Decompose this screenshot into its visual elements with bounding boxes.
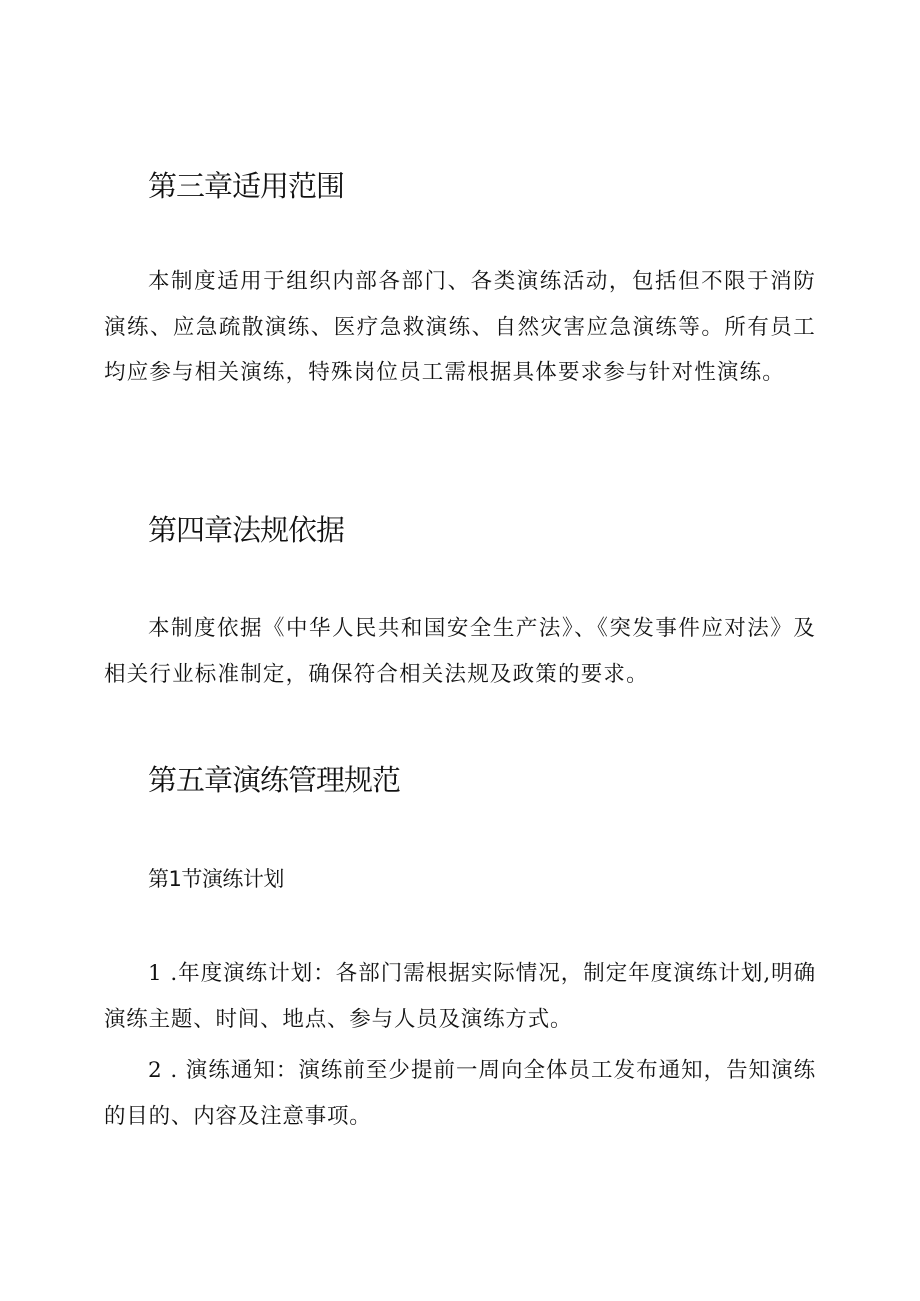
list-item-annual-plan: 1 .年度演练计划：各部门需根据实际情况，制定年度演练计划,明确演练主题、时间、地点、参与人员及演练方式。 xyxy=(104,961,816,1032)
chapter-3-body: 本制度适用于组织内部各部门、各类演练活动，包括但不限于消防演练、应急疏散演练、医疗急救演练、自然灾害应急演练等。所有员工均应参与相关演练，特殊岗位员工需根据具体要求参与针对性演练。 xyxy=(104,269,816,386)
section-1-title: 第1节演练计划 xyxy=(148,867,284,891)
chapter-4-body: 本制度依据《中华人民共和国安全生产法》、《突发事件应对法》及相关行业标准制定，确保符合相关法规及政策的要求。 xyxy=(104,616,816,687)
chapter-3-title: 第三章适用范围 xyxy=(148,169,345,203)
chapter-4-title: 第四章法规依据 xyxy=(148,513,345,547)
list-item-drill-notice: 2 . 演练通知：演练前至少提前一周向全体员工发布通知，告知演练的目的、内容及注意事项。 xyxy=(104,1058,816,1129)
chapter-5-title: 第五章演练管理规范 xyxy=(148,763,401,797)
